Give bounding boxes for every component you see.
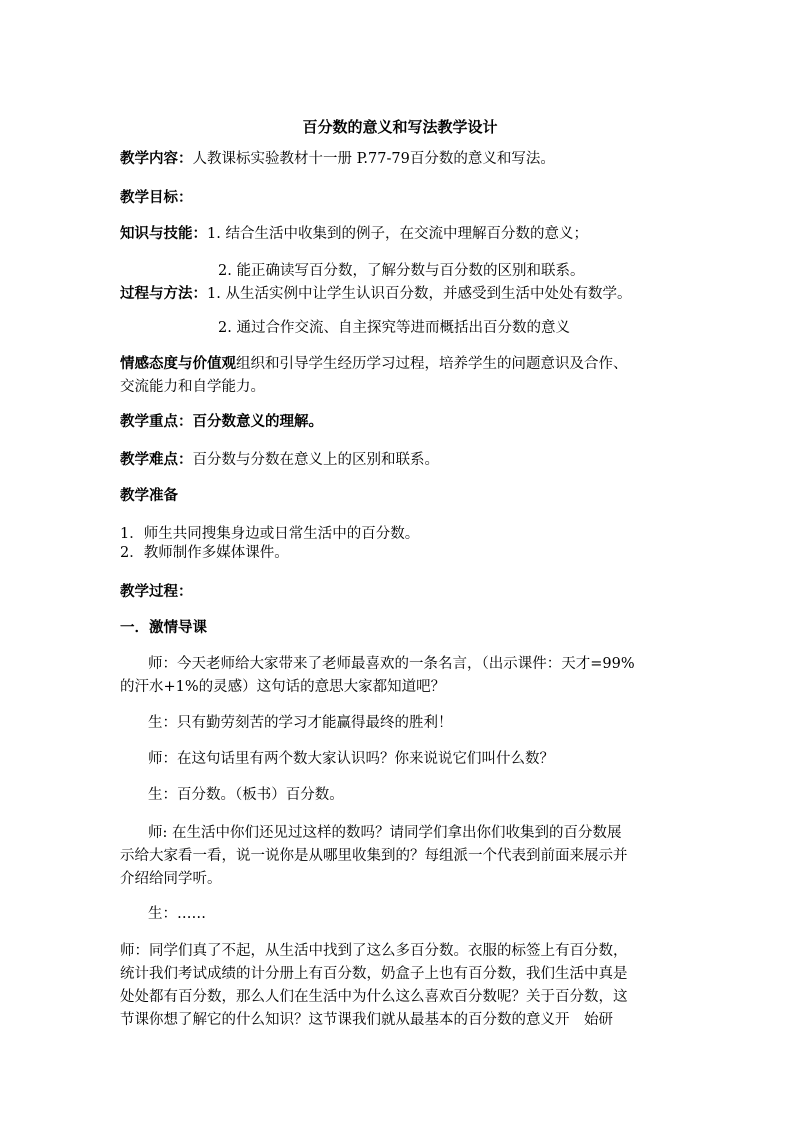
knowledge-label: 知识与技能：: [120, 225, 207, 242]
preparation-item-1: 1．师生共同搜集身边或日常生活中的百分数。: [120, 526, 420, 542]
emotion-label: 情感态度与价值观: [120, 355, 236, 372]
process-label: 过程与方法：: [120, 285, 207, 302]
process-item-1: 1. 从生活实例中让学生认识百分数，并感受到生活中处处有数学。: [207, 286, 632, 302]
content-line: [120, 149, 555, 169]
knowledge-line-1: [120, 224, 588, 244]
dialogue-7-line-4: 节课你想了解它的什么知识？这节课我们就从最基本的百分数的意义开 始研: [120, 1012, 613, 1028]
section-1-heading: 一．激情导课: [120, 619, 207, 636]
difficulty-text: 百分数与分数在意义上的区别和联系。: [192, 452, 439, 468]
process-line-1: [120, 284, 631, 304]
difficulty-line: [120, 450, 439, 470]
dialogue-7-line-2: 统计我们考试成绩的计分册上有百分数，奶盒子上也有百分数，我们生活中真是: [120, 966, 628, 982]
knowledge-item-1: 1. 结合生活中收集到的例子，在交流中理解百分数的意义；: [207, 226, 588, 242]
difficulty-label: 教学难点：: [120, 451, 193, 468]
key-point: 教学重点：百分数意义的理解。: [120, 413, 323, 430]
dialogue-5-line-3: 介绍给同学听。: [120, 871, 222, 887]
dialogue-4: 生：百分数。（板书）百分数。: [148, 787, 344, 803]
dialogue-3: 师：在这句话里有两个数大家认识吗？你来说说它们叫什么数？: [148, 751, 554, 767]
emotion-text-1: 组织和引导学生经历学习过程，培养学生的问题意识及合作、: [236, 356, 628, 372]
dialogue-1-line-1: 师：今天老师给大家带来了老师最喜欢的一条名言，（出示课件：天才=99%: [148, 656, 635, 672]
preparation-item-2: 2．教师制作多媒体课件。: [120, 545, 289, 561]
emotion-line-1: [120, 354, 628, 374]
dialogue-7-line-1: 师：同学们真了不起，从生活中找到了这么多百分数。衣服的标签上有百分数，: [120, 943, 628, 959]
dialogue-7-line-3: 处处都有百分数，那么人们在生活中为什么这么喜欢百分数呢？关于百分数，这: [120, 989, 628, 1005]
preparation-heading: 教学准备: [120, 487, 178, 504]
process-heading: 教学过程：: [120, 583, 193, 600]
dialogue-6: 生：……: [148, 906, 206, 922]
dialogue-2: 生：只有勤劳刻苦的学习才能赢得最终的胜利！: [148, 715, 453, 731]
knowledge-item-2: 2. 能正确读写百分数，了解分数与百分数的区别和联系。: [218, 263, 585, 279]
process-item-2: 2. 通过合作交流、自主探究等进而概括出百分数的意义: [218, 320, 570, 336]
emotion-text-2: 交流能力和自学能力。: [120, 379, 265, 395]
objectives-heading: 教学目标：: [120, 189, 193, 206]
content-text: 人教课标实验教材十一册 P.77-79百分数的意义和写法。: [192, 151, 555, 167]
document-title: 百分数的意义和写法教学设计: [302, 118, 498, 136]
dialogue-1-line-2: 的汗水+1%的灵感）这句话的意思大家都知道吧？: [120, 679, 446, 695]
content-label: 教学内容：: [120, 150, 193, 167]
dialogue-5-line-2: 示给大家看一看，说一说你是从哪里收集到的？每组派一个代表到前面来展示并: [120, 848, 628, 864]
dialogue-5-line-1: 师: 在生活中你们还见过这样的数吗？请同学们拿出你们收集到的百分数展: [148, 825, 622, 841]
